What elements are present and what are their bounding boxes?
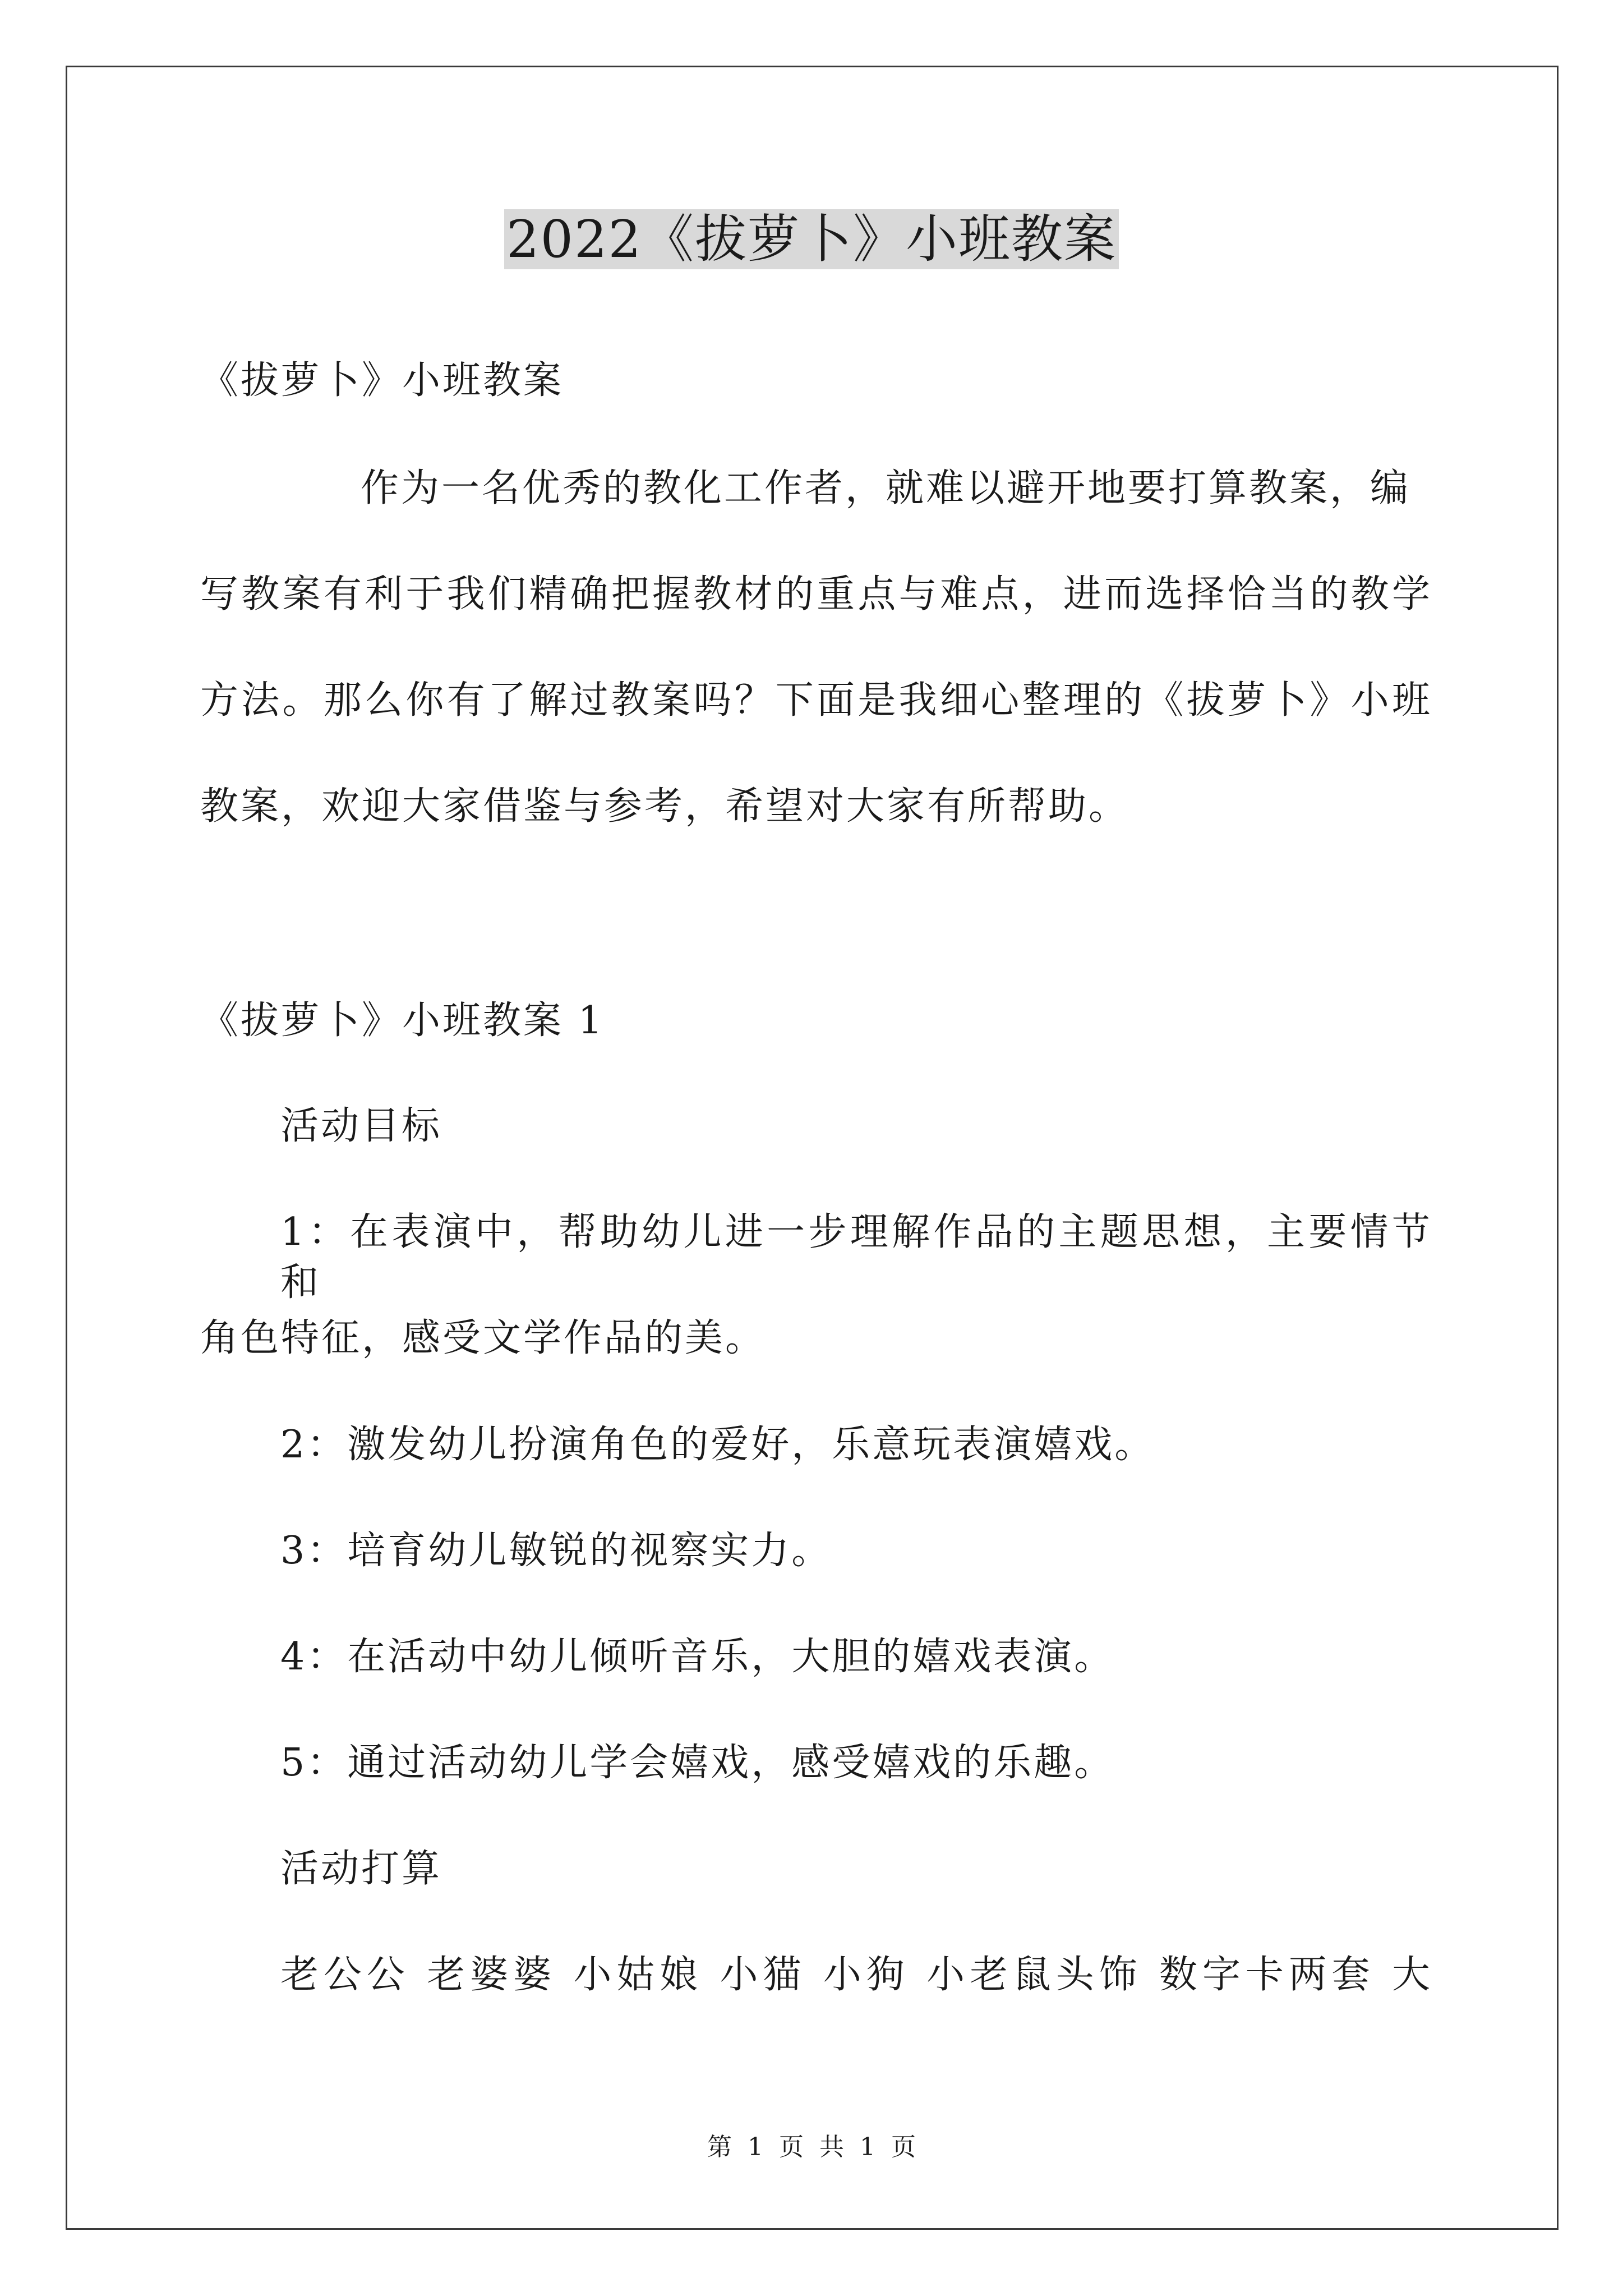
paragraph-line: 作为一名优秀的教化工作者，就难以避开地要打算教案，编 xyxy=(361,466,1411,510)
subheading: 活动打算 xyxy=(280,1847,442,1891)
subtitle: 《拔萝卜》小班教案 xyxy=(200,358,564,403)
paragraph-line: 教案，欢迎大家借鉴与参考，希望对大家有所帮助。 xyxy=(200,784,1129,829)
list-item: 3：培育幼儿敏锐的视察实力。 xyxy=(280,1529,832,1573)
document-title xyxy=(0,203,1623,276)
section-heading: 《拔萝卜》小班教案 1 xyxy=(200,999,605,1043)
page-footer: 第 1 页 共 1 页 xyxy=(707,2133,916,2161)
list-item: 5：通过活动幼儿学会嬉戏，感受嬉戏的乐趣。 xyxy=(280,1741,1115,1785)
subheading: 活动目标 xyxy=(280,1104,442,1148)
list-item: 4：在活动中幼儿倾听音乐，大胆的嬉戏表演。 xyxy=(280,1635,1115,1679)
paragraph-line: 老公公 老婆婆 小姑娘 小猫 小狗 小老鼠头饰 数字卡两套 大 xyxy=(280,1953,1432,1997)
paragraph-line: 写教案有利于我们精确把握教材的重点与难点，进而选择恰当的教学 xyxy=(200,572,1432,616)
list-item: 2：激发幼儿扮演角色的爱好，乐意玩表演嬉戏。 xyxy=(280,1423,1155,1467)
document-title-text: 2022《拔萝卜》小班教案 xyxy=(504,209,1119,269)
paragraph-line: 1：在表演中，帮助幼儿进一步理解作品的主题思想，主要情节和 xyxy=(280,1210,1432,1305)
paragraph-line: 角色特征，感受文学作品的美。 xyxy=(200,1316,766,1360)
paragraph-line: 方法。那么你有了解过教案吗？下面是我细心整理的《拔萝卜》小班 xyxy=(200,678,1432,723)
